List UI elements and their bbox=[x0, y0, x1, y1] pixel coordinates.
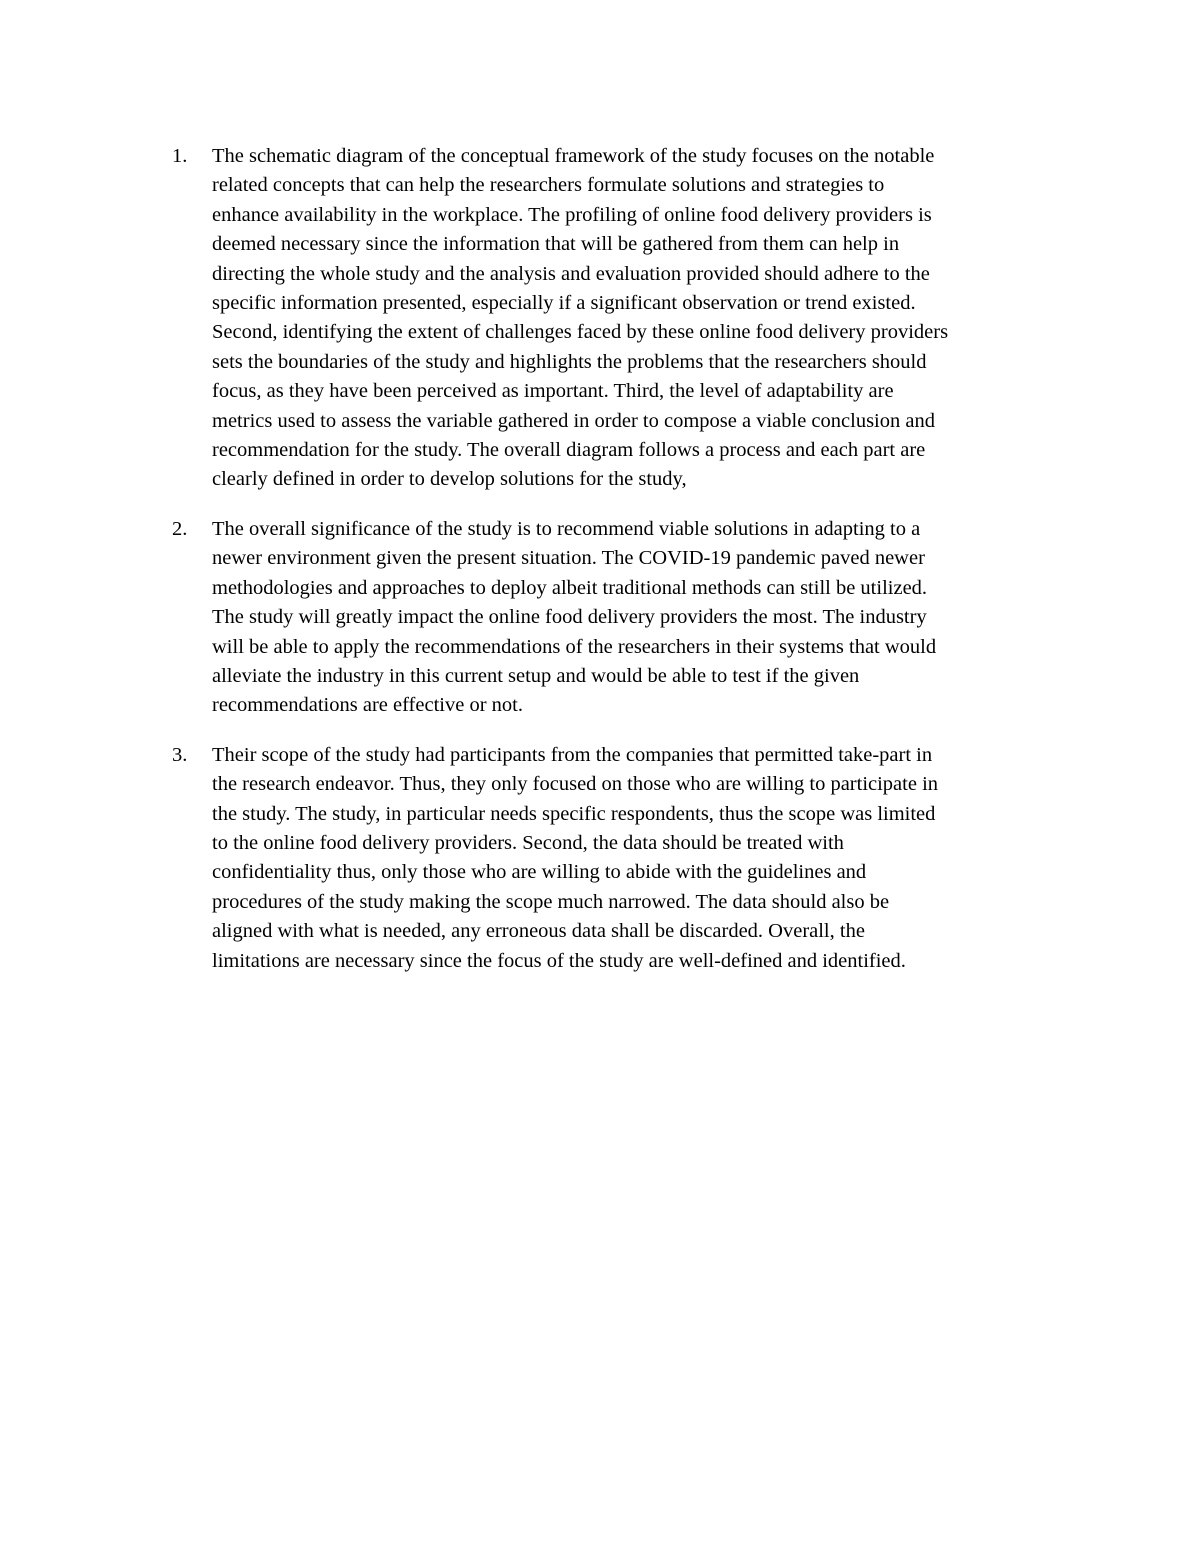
text-line: sets the boundaries of the study and highlights the problems that the researchers should bbox=[212, 350, 927, 373]
list-number: 1. bbox=[172, 145, 188, 167]
text-line: newer environment given the present situation. The COVID-19 pandemic paved newer bbox=[212, 547, 925, 570]
text-line: to the online food delivery providers. Second, the data should be treated with bbox=[212, 831, 844, 854]
text-line: confidentiality thus, only those who are willing to abide with the guidelines and bbox=[212, 861, 867, 884]
text-line: The schematic diagram of the conceptual framework of the study focuses on the notable bbox=[212, 145, 935, 167]
text-line: directing the whole study and the analysis and evaluation provided should adhere to the bbox=[212, 262, 930, 285]
text-line: recommendation for the study. The overall diagram follows a process and each part are bbox=[212, 439, 926, 462]
list-item-2 bbox=[172, 515, 1062, 721]
list-number: 2. bbox=[172, 517, 188, 540]
list-item-1 bbox=[172, 142, 1062, 495]
text-line: enhance availability in the workplace. The profiling of online food delivery providers is bbox=[212, 203, 932, 226]
text-line: deemed necessary since the information that will be gathered from them can help in bbox=[212, 233, 900, 256]
text-line: the study. The study, in particular needs specific respondents, thus the scope was limited bbox=[212, 802, 936, 825]
text-line: methodologies and approaches to deploy albeit traditional methods can still be utilized. bbox=[212, 576, 928, 599]
text-line: The study will greatly impact the online food delivery providers the most. The industry bbox=[212, 606, 927, 629]
text-line: will be able to apply the recommendations of the researchers in their systems that would bbox=[212, 635, 937, 658]
text-line: alleviate the industry in this current setup and would be able to test if the given bbox=[212, 664, 860, 687]
text-line: focus, as they have been perceived as important. Third, the level of adaptability are bbox=[212, 380, 894, 403]
text-line: Second, identifying the extent of challenges faced by these online food delivery providers bbox=[212, 321, 949, 344]
text-line: metrics used to assess the variable gathered in order to compose a viable conclusion and bbox=[212, 409, 935, 432]
text-line: Their scope of the study had participants from the companies that permitted take-part in bbox=[212, 743, 933, 766]
list-number: 3. bbox=[172, 743, 188, 766]
text-line: clearly defined in order to develop solutions for the study, bbox=[212, 468, 687, 491]
list-item-text bbox=[212, 515, 1062, 721]
numbered-list bbox=[172, 142, 1062, 996]
text-line: aligned with what is needed, any erroneous data shall be discarded. Overall, the bbox=[212, 920, 865, 943]
text-line: recommendations are effective or not. bbox=[212, 694, 523, 717]
list-item-text bbox=[212, 741, 1062, 976]
list-item-text bbox=[212, 142, 1062, 495]
list-item-3 bbox=[172, 741, 1062, 976]
text-line: The overall significance of the study is to recommend viable solutions in adapting to a bbox=[212, 517, 921, 540]
text-line: related concepts that can help the researchers formulate solutions and strategies to bbox=[212, 174, 885, 197]
text-line: specific information presented, especially if a significant observation or trend existed. bbox=[212, 292, 916, 315]
text-line: limitations are necessary since the focus of the study are well-defined and identified. bbox=[212, 949, 906, 972]
text-line: procedures of the study making the scope much narrowed. The data should also be bbox=[212, 890, 890, 913]
text-line: the research endeavor. Thus, they only focused on those who are willing to participate in bbox=[212, 773, 939, 796]
